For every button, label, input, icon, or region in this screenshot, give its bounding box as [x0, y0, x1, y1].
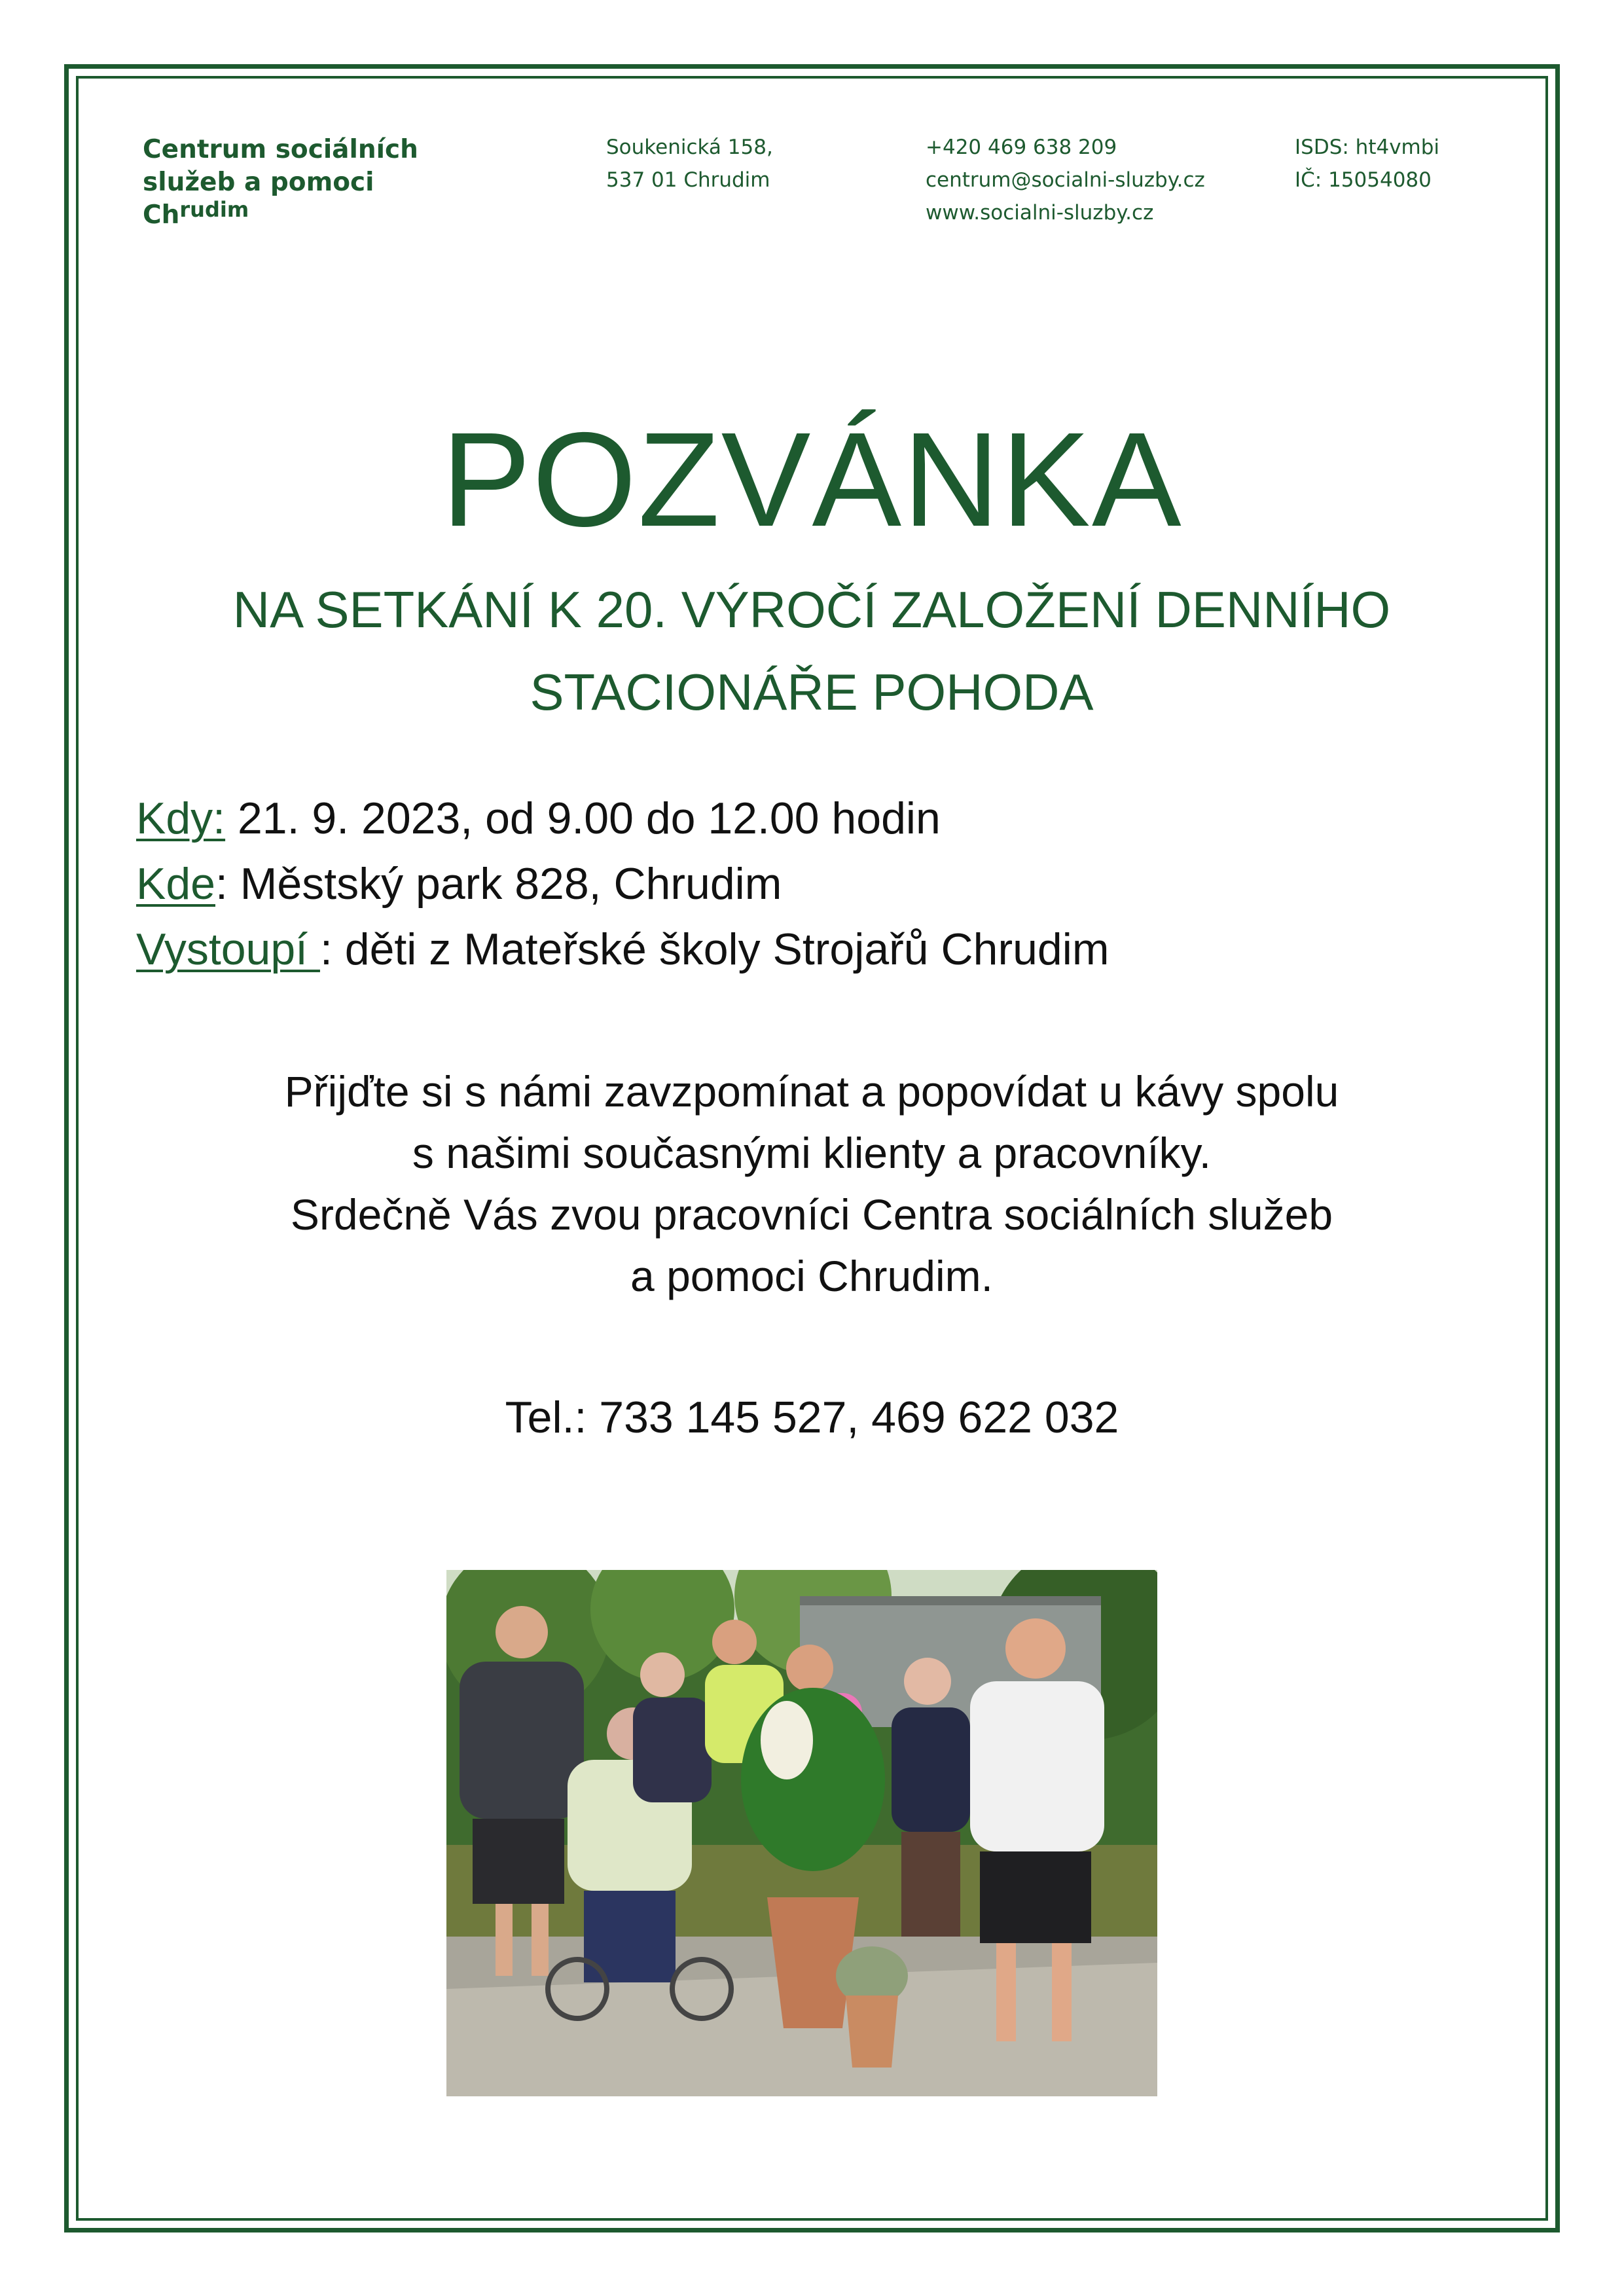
contact-phone: +420 469 638 209: [926, 136, 1117, 159]
message-line-1: Přijďte si s námi zavzpomínat a popovídat u kávy spolu: [284, 1067, 1339, 1116]
message-line-4: a pomoci Chrudim.: [630, 1252, 993, 1300]
address-city: 537 01 Chrudim: [606, 168, 770, 192]
logo-line-2: služeb a pomoci: [143, 168, 374, 197]
logo-line-3-end: rudim: [179, 197, 249, 222]
performers-row: [136, 917, 1109, 982]
group-photo-illustration: [446, 1570, 1157, 2096]
subtitle-line-2: STACIONÁŘE POHODA: [530, 663, 1094, 721]
organization-logo: [143, 134, 418, 232]
header-identifiers: [1295, 131, 1439, 196]
where-value: : Městský park 828, Chrudim: [215, 859, 782, 909]
isds-id: ISDS: ht4vmbi: [1295, 136, 1440, 159]
where-row: [136, 851, 1109, 917]
header-contact: [926, 131, 1205, 229]
logo-line-1: Centrum sociálních: [143, 135, 418, 164]
when-row: [136, 786, 1109, 851]
ic-number: IČ: 15054080: [1295, 168, 1432, 192]
event-details: [136, 786, 1109, 982]
invitation-message: [118, 1061, 1506, 1307]
contact-email[interactable]: centrum@socialni-sluzby.cz: [926, 168, 1205, 192]
message-line-3: Srdečně Vás zvou pracovníci Centra sociálních služeb: [290, 1190, 1333, 1239]
where-label: Kde: [136, 859, 215, 909]
performers-label: Vystoupí: [136, 924, 320, 974]
invitation-title: POZVÁNKA: [441, 405, 1183, 555]
when-value: 21. 9. 2023, od 9.00 do 12.00 hodin: [237, 793, 941, 843]
subtitle-line-1: NA SETKÁNÍ K 20. VÝROČÍ ZALOŽENÍ DENNÍHO: [232, 581, 1391, 638]
when-label: Kdy:: [136, 793, 226, 843]
header-address: [606, 131, 773, 196]
message-line-2: s našimi současnými klienty a pracovníky.: [412, 1129, 1212, 1177]
phone-numbers: Tel.: 733 145 527, 469 622 032: [505, 1393, 1119, 1442]
logo-line-3: [143, 199, 418, 232]
logo-line-3-start: Ch: [143, 200, 180, 230]
contact-website[interactable]: www.socialni-sluzby.cz: [926, 201, 1154, 225]
invitation-subtitle: [131, 568, 1492, 733]
group-photo: [446, 1570, 1157, 2096]
address-street: Soukenická 158,: [606, 136, 773, 159]
performers-value: : děti z Mateřské školy Strojařů Chrudim: [319, 924, 1110, 974]
